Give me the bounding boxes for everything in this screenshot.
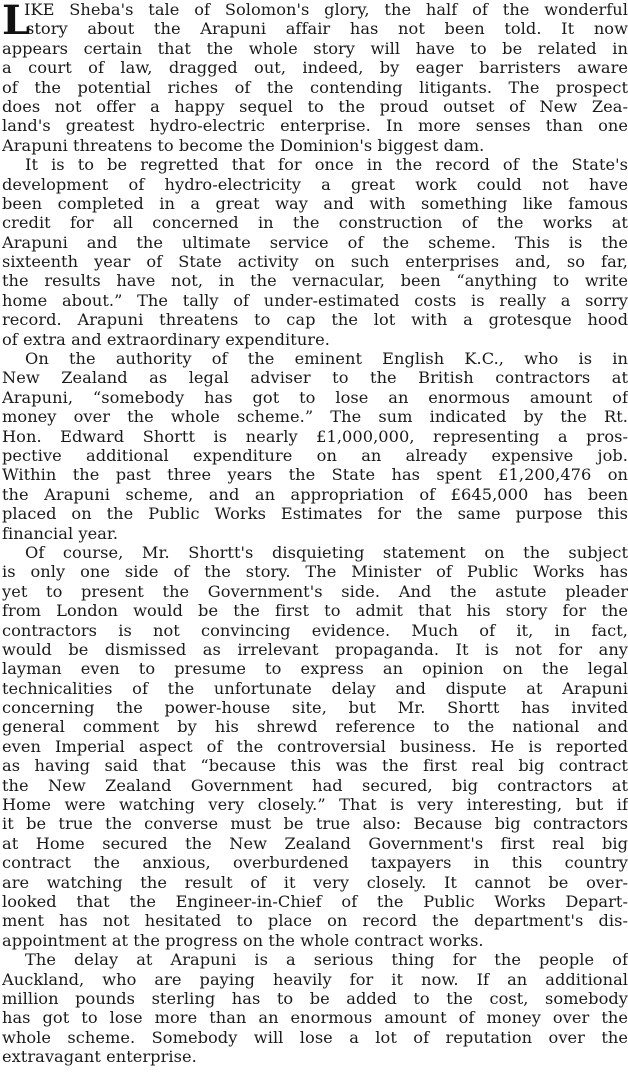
text-line: appears certain that the whole story will have to be related in (2, 38, 628, 58)
text-line: general comment by his shrewd reference to the national and (2, 717, 628, 737)
text-line: IKE Sheba's tale of Solomon's glory, the half of the wonderful (24, 0, 628, 19)
text-line: Arapuni threatens to become the Dominion's biggest dam. (2, 135, 485, 155)
text-line: Arapuni and the ultimate service of the scheme. This is the (2, 232, 628, 252)
text-line: concerning the power-house site, but Mr. Shortt has invited (2, 698, 628, 718)
article-paragraph-2 (2, 155, 628, 349)
text-line: Of course, Mr. Shortt's disquieting statement on the subject (25, 542, 628, 562)
text-line: as having said that “because this was the first real big contract (2, 756, 628, 776)
article-paragraph-4 (2, 543, 628, 950)
text-line: even Imperial aspect of the controversial business. He is reported (2, 736, 628, 756)
text-line: financial year. (2, 523, 119, 543)
text-line: credit for all concerned in the construction of the works at (2, 213, 628, 233)
text-line: whole scheme. Somebody will lose a lot of reputation over the (2, 1027, 628, 1047)
text-line: million pounds sterling has to be added to the cost, somebody (2, 988, 628, 1008)
text-line: The delay at Arapuni is a serious thing for the people of (25, 950, 628, 970)
text-line: pective additional expenditure on an already expensive job. (2, 445, 628, 465)
text-line: yet to present the Government's side. And the astute pleader (2, 581, 628, 601)
text-line: On the authority of the eminent English K.C., who is in (25, 349, 628, 369)
text-line: of extra and extraordinary expenditure. (2, 329, 330, 349)
drop-cap: L (2, 0, 31, 44)
article-paragraph-5 (2, 950, 628, 1066)
text-line: the Arapuni scheme, and an appropriation of £645,000 has been (2, 484, 628, 504)
text-line: layman even to presume to express an opinion on the legal (2, 659, 628, 679)
text-line: been completed in a great way and with something like famous (2, 193, 628, 213)
text-line: land's greatest hydro-electric enterprise. In more senses than one (2, 116, 628, 136)
text-line: New Zealand as legal adviser to the British contractors at (2, 368, 628, 388)
article-paragraph-3 (2, 349, 628, 543)
text-line: the results have not, in the vernacular, been “anything to write (2, 271, 628, 291)
text-line: story about the Arapuni affair has not been told. It now (26, 19, 628, 39)
text-line: development of hydro-electricity a great work could not have (2, 174, 628, 194)
text-line: would be dismissed as irrelevant propaganda. It is not for any (2, 639, 628, 659)
text-line: It is to be regretted that for once in the record of the State's (25, 155, 628, 175)
text-line: are watching the result of it very closely. It cannot be over- (2, 872, 628, 892)
text-line: technicalities of the unfortunate delay and dispute at Arapuni (2, 678, 628, 698)
text-line: of the potential riches of the contending litigants. The prospect (2, 77, 628, 97)
text-line: is only one side of the story. The Minister of Public Works has (2, 562, 628, 582)
text-line: sixteenth year of State activity on such enterprises and, so far, (2, 252, 628, 272)
text-line: has got to lose more than an enormous amount of money over the (2, 1008, 628, 1028)
text-line: extravagant enterprise. (2, 1047, 197, 1067)
text-line: at Home secured the New Zealand Government's first real big (2, 833, 628, 853)
text-line: Hon. Edward Shortt is nearly £1,000,000, representing a pros- (2, 426, 628, 446)
text-line: looked that the Engineer-in-Chief of the Public Works Depart- (2, 891, 628, 911)
text-line: money over the whole scheme.” The sum indicated by the Rt. (2, 407, 628, 427)
text-line: the New Zealand Government had secured, big contractors at (2, 775, 628, 795)
text-line: it be true the converse must be true also: Because big contractors (2, 814, 628, 834)
text-line: Home were watching very closely.” That is very interesting, but if (2, 795, 628, 815)
text-line: a court of law, dragged out, indeed, by eager barristers aware (2, 58, 628, 78)
text-line: placed on the Public Works Estimates for the same purpose this (2, 504, 628, 524)
article-column (2, 0, 628, 1066)
text-line: appointment at the progress on the whole contract works. (2, 930, 484, 950)
text-line: ment has not hesitated to place on record the department's dis- (2, 911, 628, 931)
text-line: contract the anxious, overburdened taxpayers in this country (2, 853, 628, 873)
text-line: Auckland, who are paying heavily for it now. If an additional (2, 969, 628, 989)
article-paragraph-1 (2, 0, 628, 155)
text-line: Arapuni, “somebody has got to lose an enormous amount of (2, 387, 628, 407)
text-line: contractors is not convincing evidence. Much of it, in fact, (2, 620, 628, 640)
text-line: home about.” The tally of under-estimated costs is really a sorry (2, 290, 628, 310)
text-line: from London would be the first to admit that his story for the (2, 601, 628, 621)
text-line: record. Arapuni threatens to cap the lot with a grotesque hood (2, 310, 628, 330)
text-line: Within the past three years the State has spent £1,200,476 on (2, 465, 628, 485)
text-line: does not offer a happy sequel to the proud outset of New Zea- (2, 96, 628, 116)
